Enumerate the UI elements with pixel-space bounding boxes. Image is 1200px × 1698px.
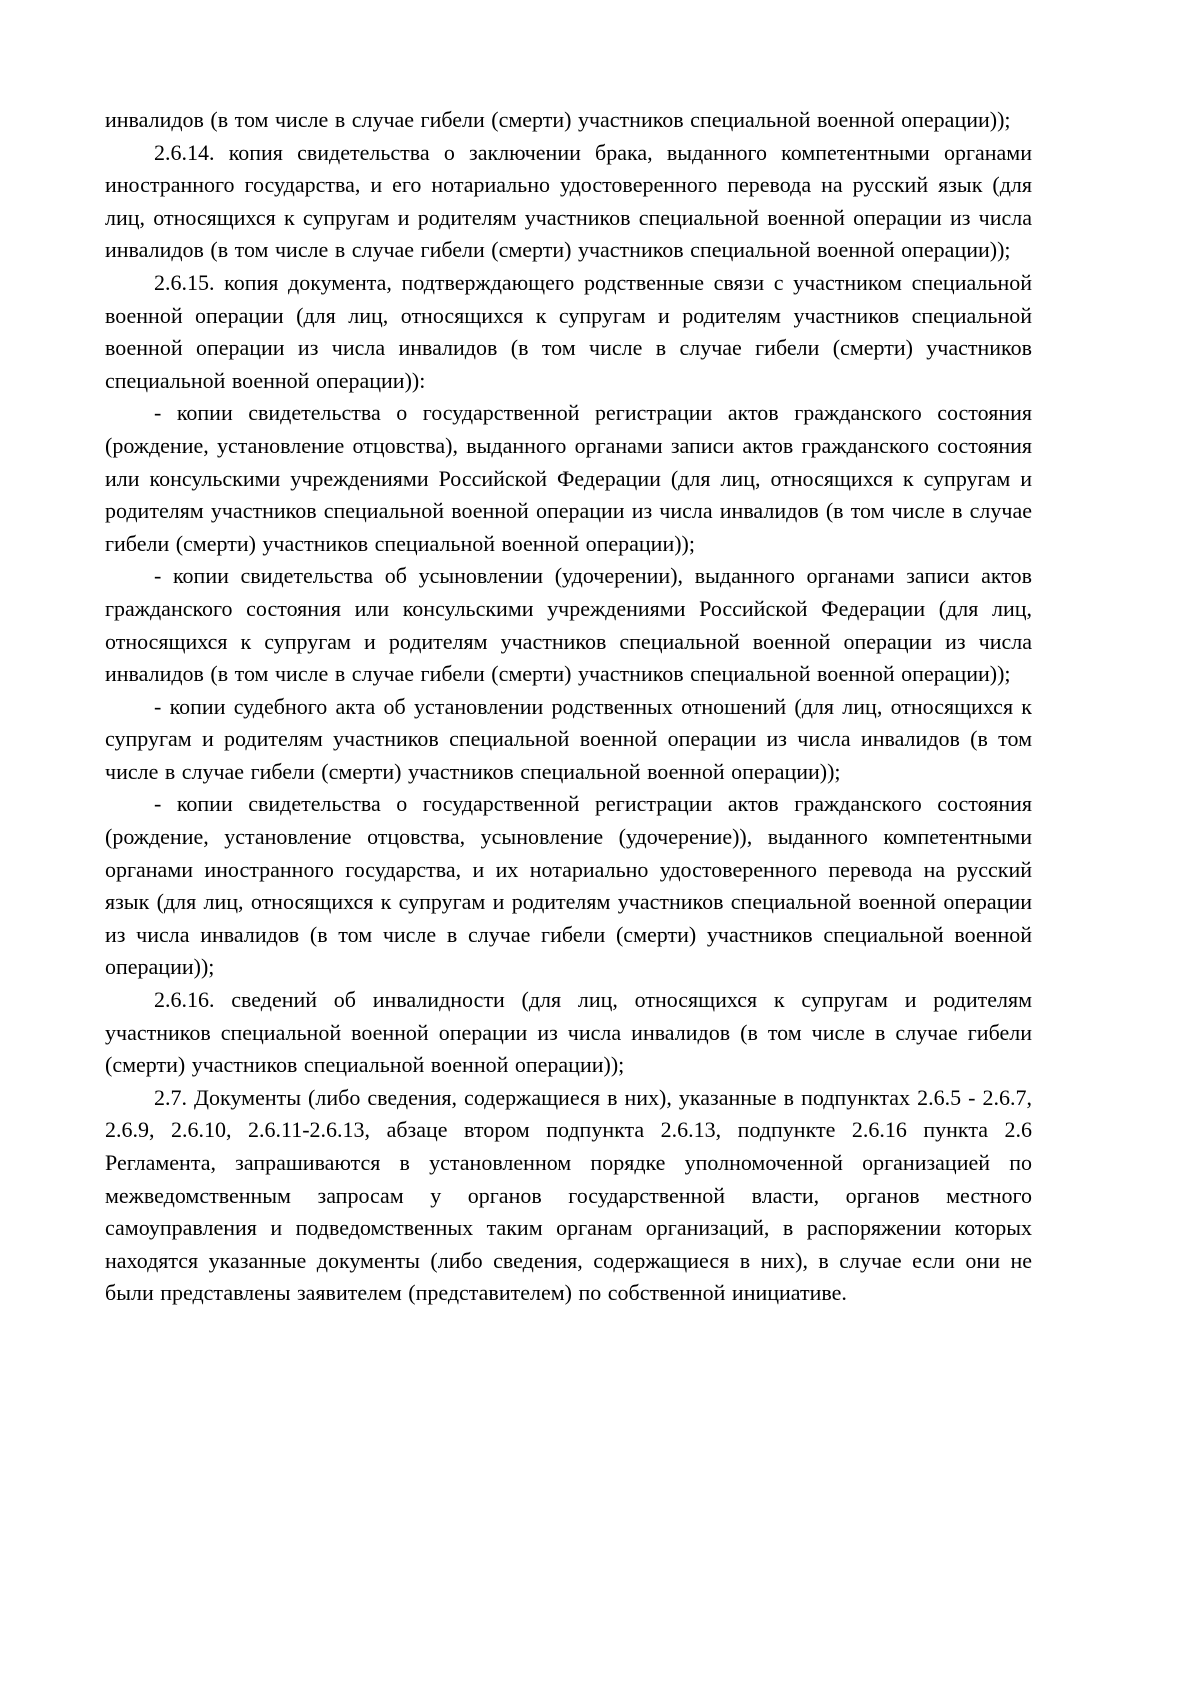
paragraph-2-6-14: 2.6.14. копия свидетельства о заключении брака, выданного компетентными органами иностранного государства, и его нотариально удостоверенного перевода на русский язык (для лиц, относящихся к супругам и родителям участников специальной военной операции из числа инвалидов (в том числе в случае гибели (смерти) участников специальной военной операции));	[105, 139, 1032, 263]
paragraph-2-7: 2.7. Документы (либо сведения, содержащиеся в них), указанные в подпунктах 2.6.5 - 2.6.7, 2.6.9, 2.6.10, 2.6.11-2.6.13, абзаце втором подпункта 2.6.13, подпункте 2.6.16 пункта 2.6 Регламента, запрашиваются в установленном порядке уполномоченной организацией по межведомственным запросам у органов государственной власти, органов местного самоуправления и подведомственных таким органам организаций, в распоряжении которых находятся указанные документы (либо сведения, содержащиеся в них), в случае если они не были представлены заявителем (представителем) по собственной инициативе.	[105, 1084, 1032, 1306]
paragraph-list-item-court-act: - копии судебного акта об установлении родственных отношений (для лиц, относящихся к супругам и родителям участников специальной военной операции из числа инвалидов (в том числе в случае гибели (смерти) участников специальной военной операции));	[105, 693, 1032, 784]
paragraph-2-6-16: 2.6.16. сведений об инвалидности (для лиц, относящихся к супругам и родителям участников специальной военной операции из числа инвалидов (в том числе в случае гибели (смерти) участников специальной военной операции));	[105, 987, 1032, 1078]
paragraph-list-item-adoption: - копии свидетельства об усыновлении (удочерении), выданного органами записи актов гражданского состояния или консульскими учреждениями Российской Федерации (для лиц, относящихся к супругам и родителям участников специальной военной операции из числа инвалидов (в том числе в случае гибели (смерти) участников специальной военной операции));	[105, 563, 1032, 687]
paragraph-list-item-foreign-registration: - копии свидетельства о государственной регистрации актов гражданского состояния (рождение, установление отцовства, усыновление (удочерение)), выданного компетентными органами иностранного государства, и их нотариально удостоверенного перевода на русский язык (для лиц, относящихся к супругам и родителям участников специальной военной операции из числа инвалидов (в том числе в случае гибели (смерти) участников специальной военной операции));	[105, 791, 1032, 980]
paragraph-list-item-registration: - копии свидетельства о государственной регистрации актов гражданского состояния (рождение, установление отцовства), выданного органами записи актов гражданского состояния или консульскими учреждениями Российской Федерации (для лиц, относящихся к супругам и родителям участников специальной военной операции из числа инвалидов (в том числе в случае гибели (смерти) участников специальной военной операции));	[105, 400, 1032, 556]
paragraph-continuation: инвалидов (в том числе в случае гибели (смерти) участников специальной военной операции));	[105, 107, 1011, 132]
paragraph-2-6-15: 2.6.15. копия документа, подтверждающего родственные связи с участником специальной военной операции (для лиц, относящихся к супругам и родителям участников специальной военной операции из числа инвалидов (в том числе в случае гибели (смерти) участников специальной военной операции)):	[105, 269, 1032, 393]
